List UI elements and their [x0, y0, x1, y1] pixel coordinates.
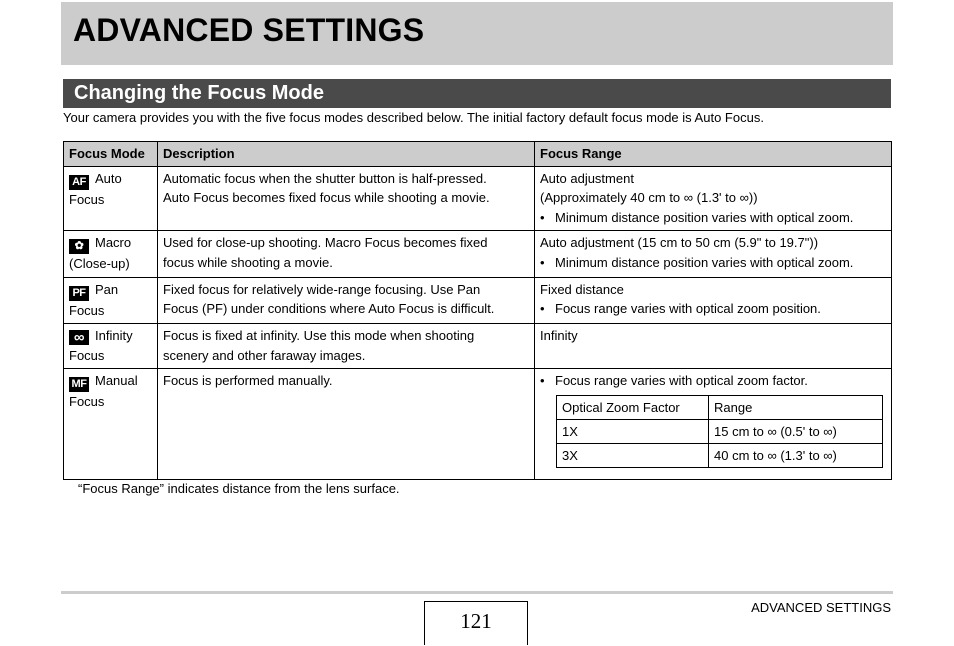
- mode-name: Focus: [69, 191, 105, 207]
- range-text: Infinity: [540, 328, 578, 343]
- section-header: [63, 79, 891, 108]
- range-cell: [535, 324, 892, 369]
- infinity-icon: ∞: [69, 330, 89, 345]
- section-title: Changing the Focus Mode: [74, 82, 324, 104]
- page-number: 121: [460, 609, 492, 633]
- header-description: Description: [158, 142, 535, 167]
- zoom-range-cell: 15 cm to ∞ (0.5' to ∞): [709, 419, 883, 443]
- range-text: Auto adjustment: [540, 170, 634, 186]
- range-cell: [535, 231, 892, 278]
- table-header-row: [64, 142, 892, 167]
- table-row: [64, 166, 892, 231]
- range-cell: [535, 277, 892, 324]
- mode-name: (Close-up): [69, 256, 130, 271]
- page-number-box: [424, 601, 528, 645]
- mf-icon: MF: [69, 377, 89, 392]
- mode-cell: [64, 277, 158, 324]
- mode-name: Pan: [95, 281, 119, 297]
- intro-text: Your camera provides you with the five focus modes described below. The initial factory default focus mode is Auto Focus.: [63, 110, 764, 125]
- af-icon: AF: [69, 175, 89, 190]
- zoom-header-range: Range: [709, 395, 883, 419]
- range-text: (Approximately 40 cm to ∞ (1.3' to ∞)): [540, 190, 758, 205]
- zoom-range-cell: 40 cm to ∞ (1.3' to ∞): [709, 443, 883, 467]
- mode-cell: [64, 369, 158, 480]
- zoom-table-row: [557, 443, 883, 467]
- mode-name: Infinity: [95, 328, 133, 343]
- mode-name: Macro: [95, 235, 132, 250]
- range-cell: [535, 166, 892, 231]
- mode-name: Manual: [95, 373, 138, 388]
- table-row: [64, 369, 892, 480]
- pf-icon: PF: [69, 286, 89, 301]
- description-text: Used for close-up shooting. Macro Focus becomes fixed: [163, 235, 488, 250]
- running-footer: ADVANCED SETTINGS: [751, 600, 891, 615]
- description-cell: [158, 277, 535, 324]
- header-focus-mode: Focus Mode: [64, 142, 158, 167]
- description-cell: [158, 369, 535, 480]
- chapter-title: ADVANCED SETTINGS: [73, 12, 425, 48]
- zoom-header-factor: Optical Zoom Factor: [557, 395, 709, 419]
- description-text: Focus (PF) under conditions where Auto Focus is difficult.: [163, 301, 495, 316]
- description-cell: [158, 166, 535, 231]
- range-text: Auto adjustment (15 cm to 50 cm (5.9" to 19.7")): [540, 235, 819, 250]
- footer-divider: [61, 591, 893, 594]
- mode-name: Focus: [69, 347, 105, 363]
- description-text: Focus is performed manually.: [163, 373, 333, 388]
- mode-cell: [64, 166, 158, 231]
- range-cell: [535, 369, 892, 480]
- table-row: [64, 231, 892, 278]
- mode-name: Focus: [69, 394, 105, 409]
- description-cell: [158, 324, 535, 369]
- range-bullet: • Minimum distance position varies with optical zoom.: [540, 253, 886, 273]
- description-cell: [158, 231, 535, 278]
- description-text: focus while shooting a movie.: [163, 254, 333, 270]
- focus-mode-table: [63, 141, 892, 480]
- mode-name: Focus: [69, 302, 105, 318]
- footnote: “Focus Range” indicates distance from the lens surface.: [78, 481, 400, 496]
- header-focus-range: Focus Range: [535, 142, 892, 167]
- zoom-range-table: [556, 395, 883, 468]
- range-bullet: • Focus range varies with optical zoom factor.: [540, 371, 886, 391]
- mode-cell: [64, 231, 158, 278]
- range-text: Fixed distance: [540, 281, 624, 297]
- description-text: scenery and other faraway images.: [163, 347, 366, 363]
- table-row: [64, 324, 892, 369]
- table-row: [64, 277, 892, 324]
- macro-flower-icon: ✿: [69, 239, 89, 254]
- zoom-factor-cell: 1X: [557, 419, 709, 443]
- chapter-header: [61, 2, 893, 65]
- description-text: Fixed focus for relatively wide-range focusing. Use Pan: [163, 281, 481, 297]
- range-bullet: • Focus range varies with optical zoom position.: [540, 299, 886, 319]
- description-text: Focus is fixed at infinity. Use this mode when shooting: [163, 328, 475, 343]
- description-text: Automatic focus when the shutter button is half-pressed.: [163, 170, 487, 186]
- range-bullet: • Minimum distance position varies with optical zoom.: [540, 208, 886, 228]
- mode-name: Auto: [95, 170, 122, 186]
- zoom-table-header-row: [557, 395, 883, 419]
- mode-cell: [64, 324, 158, 369]
- description-text: Auto Focus becomes fixed focus while shooting a movie.: [163, 190, 490, 205]
- zoom-table-row: [557, 419, 883, 443]
- zoom-factor-cell: 3X: [557, 443, 709, 467]
